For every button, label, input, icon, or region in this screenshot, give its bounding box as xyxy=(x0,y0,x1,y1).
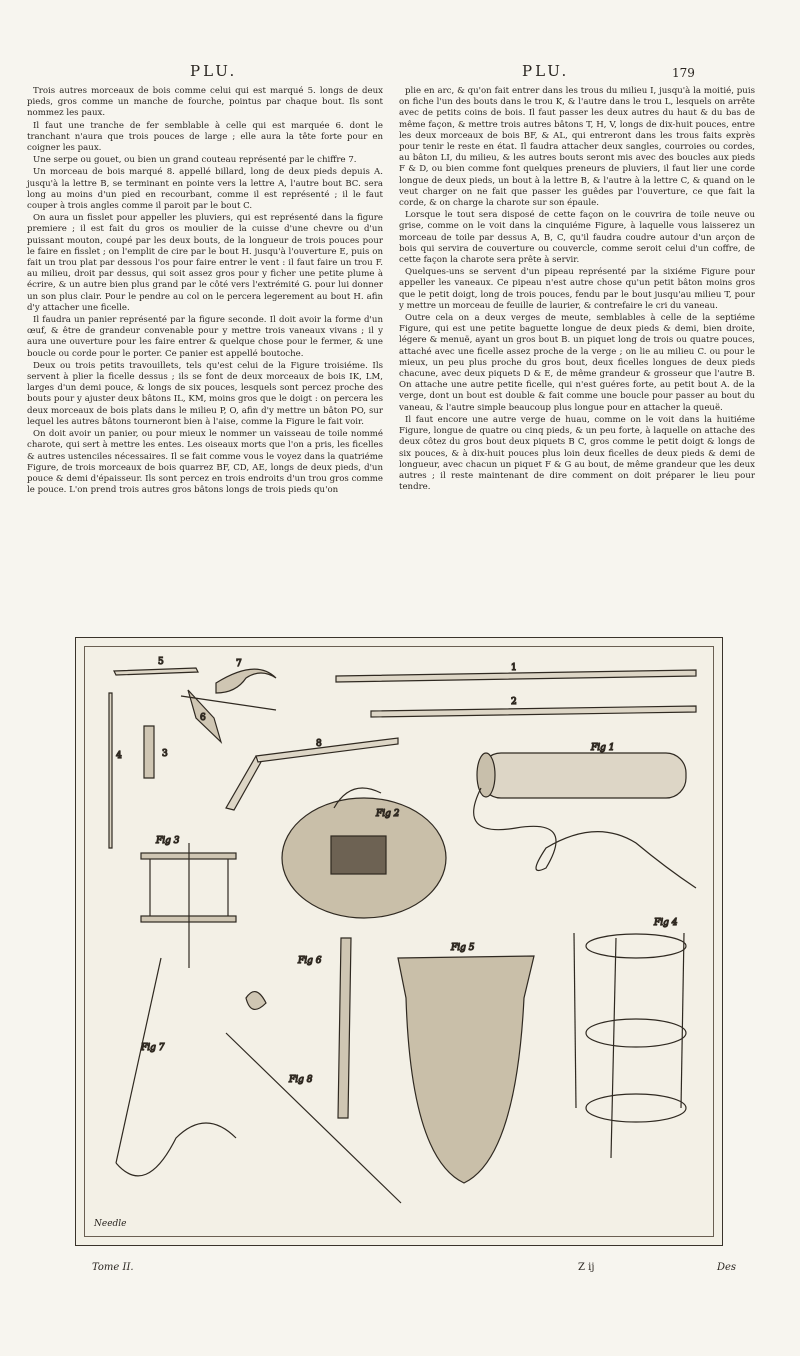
fig5-label: Fig 5 xyxy=(451,943,475,953)
stake-5-drawing xyxy=(114,657,198,675)
paragraph: Deux ou trois petits travouillets, tels qu'est celui de la Figure troisiéme. Ils servent à plier la ficelle dessus ; ils se font de deux morceaux de bois IK, LM, larges d'un demi pouce, & longs de six pouces, lesquels sont percez proche des bouts pour y ajuster deux bâtons IL, KM, moins gros que le doigt : on percera les deux morceaux de bois plats dans le milieu P, O, afin d'y mettre un bâton PO, sur lequel les autres bâtons tourneront bien à l'aise, comme la Figure le fait voir. xyxy=(27,360,383,427)
frame-fig4-drawing xyxy=(574,918,686,1158)
paragraph: Il faut encore une autre verge de huau, comme on le voit dans la huitiéme Figure, longue de quatre ou cinq pieds, & un peu forte, à laquelle on attache des deux côtez du gros bout deux piquets B C, gros comme le petit doigt & longs de six pouces, & à dix-huit pouces plus loin deux ficelles de deux pieds & demi de longueur, avec chacun un piquet F & G au bout, de même grandeur que les deux autres ; il reste maintenant de dire comment on doit préparer le lieu pour tendre. xyxy=(399,414,755,493)
fig7-label: Fig 7 xyxy=(141,1043,165,1053)
whistle-fig1-drawing xyxy=(474,743,696,888)
number-1: 1 xyxy=(511,663,517,673)
paragraph: Il faudra un panier représenté par la figure seconde. Il doit avoir la forme d'un œuf, & être de grandeur convenable pour y mettre trois vaneaux vivans ; il y aura une ouverture pour les faire entrer & quelque chose pour le fermer, & une boucle ou corde pour le porter. Ce panier est appellé boutoche. xyxy=(27,315,383,359)
footer-catchword: Des xyxy=(717,1262,737,1273)
piece-3-drawing xyxy=(144,726,168,778)
billhook-7-drawing xyxy=(216,659,276,693)
right-text-column xyxy=(399,86,755,494)
paragraph: On doit avoir un panier, ou pour mieux le nommer un vaisseau de toile nommé charote, qui sert à mettre les entes. Les oiseaux morts que l'on a pris, les ficelles & autres ustenciles nécessaires. Il se fait comme vous le voyez dans la quatriéme Figure, de trois morceaux de bois quarrez BF, CD, AE, longs de deux pieds, d'un pouce & demi d'épaisseur. Ils sont percez en trois endroits d'un trou gros comme le pouce. L'on prend trois autres gros bâtons longs de trois pieds qu'on xyxy=(27,429,383,496)
number-2: 2 xyxy=(511,697,517,707)
number-5: 5 xyxy=(158,657,164,667)
fig2-label: Fig 2 xyxy=(376,809,400,819)
pipe-fig6-drawing xyxy=(297,938,351,1118)
fig4-label: Fig 4 xyxy=(654,918,678,928)
footer-volume: Tome II. xyxy=(92,1262,134,1273)
page-number: 179 xyxy=(672,66,695,80)
engraved-plate xyxy=(75,637,723,1246)
paragraph: Quelques-uns se servent d'un pipeau représenté par la sixiéme Figure pour appeller les vaneaux. Ce pipeau n'est autre chose qu'un petit bâton moins gros que le petit doigt, long de trois pouces, fendu par le bout jusqu'au milieu T, pour y mettre un morceau de feuille de laurier, & contrefaire le cri du vaneau. xyxy=(399,267,755,311)
paragraph: Trois autres morceaux de bois comme celui qui est marqué 5. longs de deux pieds, gros comme un manche de fourche, pointus par chaque bout. Ils sont nommez les paux. xyxy=(27,86,383,119)
paragraph: Lorsque le tout sera disposé de cette façon on le couvrira de toile neuve ou grise, comme on le voit dans la cinquiéme Figure, à laquelle vous laisserez un morceau de toile par dessus A, B, C, qu'il faudra coudre autour d'un arçon de bois qui servira de couverture ou couvercle, comme seroit celui d'un coffre, de cette façon la charote sera prête à servir. xyxy=(399,210,755,266)
rod-fig7-drawing xyxy=(116,958,236,1176)
running-head-right: PLU. xyxy=(522,62,570,80)
piece-4-drawing xyxy=(109,693,122,848)
paragraph: Une serpe ou gouet, ou bien un grand couteau représenté par le chiffre 7. xyxy=(33,155,357,166)
plate-illustrations xyxy=(76,638,724,1247)
footer-signature-mark: Z ij xyxy=(578,1262,595,1273)
fig6-label: Fig 6 xyxy=(298,956,322,966)
fig3-label: Fig 3 xyxy=(156,836,180,846)
paragraph: Il faut une tranche de fer semblable à celle qui est marquée 6. dont le tranchant n'aura que trois pouces de large ; elle aura la tête forte pour en coigner les paux. xyxy=(27,120,383,154)
engraver-signature: Needle xyxy=(94,1219,127,1229)
left-text-column xyxy=(27,86,383,497)
running-head-left: PLU. xyxy=(190,62,238,80)
basket-fig2-drawing xyxy=(282,788,446,918)
number-3: 3 xyxy=(162,749,168,759)
stick-1-drawing xyxy=(336,663,696,682)
winder-fig3-drawing xyxy=(141,836,236,968)
number-4: 4 xyxy=(116,751,122,761)
stick-2-drawing xyxy=(371,697,696,717)
huau-rod-fig8-drawing xyxy=(226,992,401,1203)
charote-fig5-drawing xyxy=(398,943,534,1183)
paragraph: plie en arc, & qu'on fait entrer dans les trous du milieu I, jusqu'à la moitié, puis on fiche l'un des bouts dans le trou K, & l'autre dans le trou L, lesquels on arrête avec de petits coins de bois. Il faut passer les deux autres du haut & du bas de même façon, & mettre trois autres bâtons T, H, V, longs de dix-huit pouces, entre les deux morceaux de bois BF, & AL, qui entreront dans les trous faits exprès pour tenir le reste en état. Il faudra attacher deux sangles, courroies ou cordes, au bâton LI, du milieu, & les autres bouts seront mis avec des boucles aux pieds F & D, ou bien comme font quelques preneurs de pluviers, il faut lier une corde longue de deux pieds, un bout à la lettre B, & l'autre à la lettre C, & quand on le veut charger on ne fait que passer les guêdes par l'ouverture, ce que fait la corde, & on charge la charote sur son épaule. xyxy=(399,86,755,209)
number-8: 8 xyxy=(316,739,322,749)
paragraph: Un morceau de bois marqué 8. appellé billard, long de deux pieds depuis A. jusqu'à la lettre B, se terminant en pointe vers la lettre A, l'autre bout BC. sera long au moins d'un pied en recourbant, comme il est représenté ; il le faut couper à trois angles comme il paroit par le bout C. xyxy=(27,167,383,212)
number-6: 6 xyxy=(200,713,206,723)
fig1-label: Fig 1 xyxy=(591,743,615,753)
paragraph: Outre cela on a deux verges de meute, semblables à celle de la septiéme Figure, qui est une petite baguette longue de deux pieds & demi, bien droite, légere & menuë, ayant un gros bout B. un piquet long de trois ou quatre pouces, attaché avec une ficelle assez proche de la verge ; on lie au milieu C. ou pour le mieux, un peu plus proche du gros bout, deux ficelles longues de deux pieds chacune, avec deux piquets D & E, de même grandeur & grosseur que l'autre B. On attache une autre petite ficelle, qui n'est guéres forte, au petit bout A. de la verge, dont un bout est double & fait comme une boucle pour passer au bout du vaneau, & l'autre simple beaucoup plus longue pour en attacher la queuë. xyxy=(399,313,755,413)
fig8-label: Fig 8 xyxy=(289,1075,313,1085)
iron-blade-6-drawing xyxy=(181,690,276,742)
paragraph: On aura un fisslet pour appeller les pluviers, qui est représenté dans la figure premiere ; il est fait du gros os moulier de la cuisse d'une chevre ou d'un puissant mouton, coupé par les deux bouts, de la longueur de trois pouces pour le faire en fisslet ; on l'emplit de cire par le bout H. jusqu'à l'ouverture E, puis on fait un trou plat par dessous l'os pour faire entrer le vent : il faut faire un trou F. au milieu, droit par dessus, qui soit assez gros pour y ficher une petite plume à écrire, & un autre bien plus grand par le côté vers l'extrémité G. pour lui donner un son plus clair. Pour le pendre au col on le percera legerement au bout H. afin d'y attacher une ficelle. xyxy=(27,213,383,313)
number-7: 7 xyxy=(236,659,242,669)
